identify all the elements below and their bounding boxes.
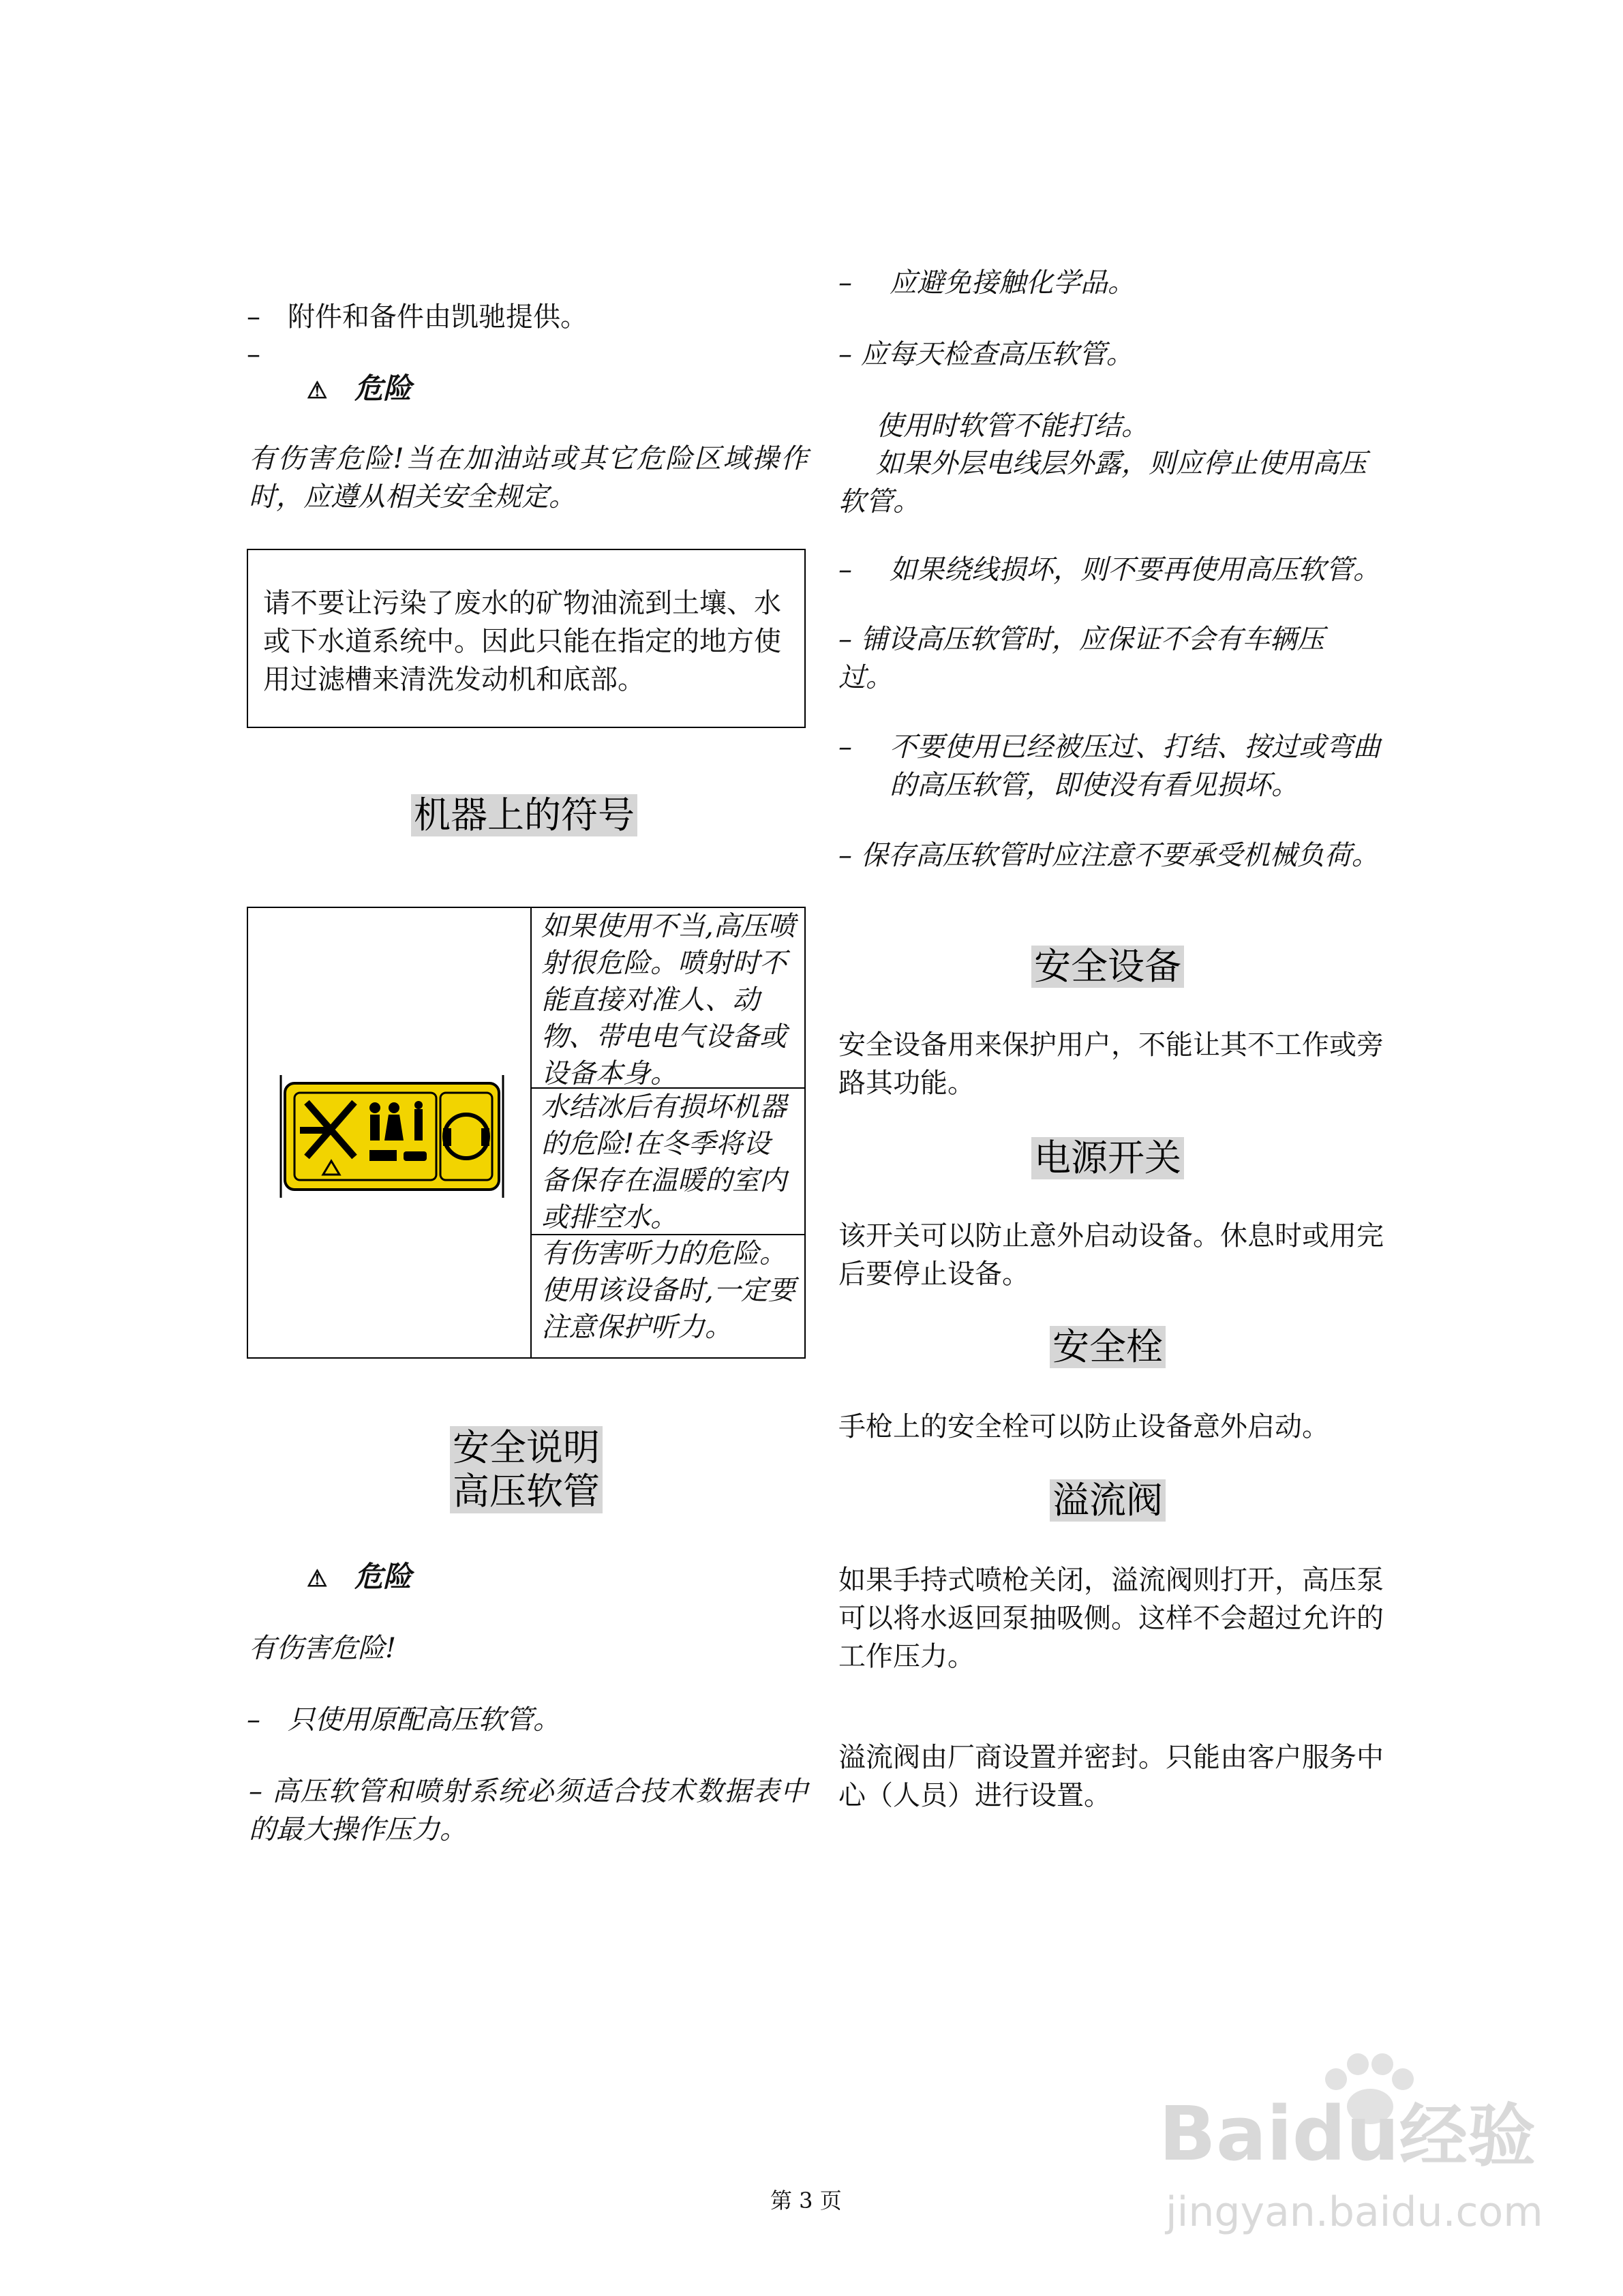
warning-label-icon bbox=[279, 1075, 504, 1198]
baidu-watermark bbox=[1159, 2052, 1541, 2256]
dash: – bbox=[838, 554, 852, 586]
danger-heading-1 bbox=[307, 369, 412, 410]
danger-text-1: 有伤害危险!当在加油站或其它危险区域操作时，应遵从相关安全规定。 bbox=[249, 443, 808, 513]
item-vehicle: – 铺设高压软管时，应保证不会有车辆压过。 bbox=[838, 624, 1324, 693]
symbols-heading: 机器上的符号 bbox=[411, 794, 637, 836]
overflow-text-2: 溢流阀由厂商设置并密封。只能由客户服务中心（人员）进行设置。 bbox=[838, 1742, 1384, 1811]
safety-devices-heading: 安全设备 bbox=[1031, 946, 1184, 988]
item-wire bbox=[838, 551, 1397, 589]
notice-box bbox=[247, 549, 806, 728]
safety-heading bbox=[450, 1426, 603, 1513]
danger-label: 危险 bbox=[354, 372, 412, 405]
watermark-brand bbox=[1159, 2090, 1536, 2177]
overflow-text-1: 如果手持式喷枪关闭，溢流阀则打开，高压泵可以将水返回泵抽吸侧。这样不会超过允许的工作压力。 bbox=[838, 1565, 1384, 1672]
hose-item-1-text: 只使用原配高压软管。 bbox=[288, 1704, 560, 1736]
power-switch-text: 该开关可以防止意外启动设备。休息时或用完后要停止设备。 bbox=[838, 1220, 1384, 1290]
empty-dash: – bbox=[247, 339, 260, 370]
watermark-jingyan: 经验 bbox=[1399, 2096, 1536, 2176]
symbol-desc-freeze: 水结冰后有损坏机器的危险!在冬季将设备保存在温暖的室内或排空水。 bbox=[532, 1089, 806, 1235]
dash: – bbox=[247, 301, 260, 333]
danger-text-2: 有伤害危险! bbox=[249, 1633, 397, 1664]
symbol-image-cell bbox=[248, 908, 532, 1357]
symbol-desc-hearing: 有伤害听力的危险。使用该设备时,一定要注意保护听力。 bbox=[541, 1238, 795, 1343]
item-chem-text: 应避免接触化学品。 bbox=[890, 267, 1135, 299]
safety-heading-line1: 安全说明 bbox=[453, 1426, 600, 1469]
safety-devices-text: 安全设备用来保护用户，不能让其不工作或旁路其功能。 bbox=[838, 1029, 1384, 1099]
safety-heading-line2: 高压软管 bbox=[453, 1470, 600, 1513]
notice-text: 请不要让污染了废水的矿物油流到土壤、水或下水道系统中。因此只能在指定的地方使用过滤槽来清洗发动机和底部。 bbox=[263, 588, 781, 695]
item-store: – 保存高压软管时应注意不要承受机械负荷。 bbox=[838, 840, 1379, 871]
warning-triangle-icon: ⚠ bbox=[307, 1565, 328, 1592]
item-damaged-text: 不要使用已经被压过、打结、按过或弯曲的高压软管，即使没有看见损坏。 bbox=[890, 731, 1380, 801]
item-check: – 应每天检查高压软管。 bbox=[838, 339, 1134, 370]
safety-catch-heading: 安全栓 bbox=[1050, 1326, 1166, 1368]
danger-label: 危险 bbox=[354, 1560, 412, 1593]
hose-item-1 bbox=[247, 1701, 806, 1739]
watermark-url: jingyan.baidu.com bbox=[1166, 2188, 1543, 2236]
accessory-text: 附件和备件由凯驰提供。 bbox=[288, 301, 588, 333]
item-knot: 使用时软管不能打结。 bbox=[876, 410, 1149, 442]
watermark-du: du bbox=[1292, 2090, 1399, 2177]
dash: – bbox=[247, 1704, 260, 1736]
warning-triangle-icon: ⚠ bbox=[307, 377, 328, 404]
symbol-desc-spray: 如果使用不当,高压喷射很危险。喷射时不能直接对准人、动物、带电电气设备或设备本身。 bbox=[532, 908, 806, 1089]
page-number: 第 3 页 bbox=[770, 2188, 842, 2214]
power-switch-heading: 电源开关 bbox=[1031, 1137, 1184, 1179]
overflow-heading: 溢流阀 bbox=[1050, 1479, 1166, 1522]
item-damaged bbox=[838, 728, 1397, 804]
item-wire-text: 如果绕线损坏，则不要再使用高压软管。 bbox=[890, 554, 1380, 586]
safety-catch-text: 手枪上的安全栓可以防止设备意外启动。 bbox=[838, 1411, 1329, 1442]
item-chem bbox=[838, 264, 1397, 302]
hose-item-2: – 高压软管和喷射系统必须适合技术数据表中的最大操作压力。 bbox=[249, 1776, 808, 1845]
symbols-table bbox=[247, 907, 806, 1359]
item-outer: 如果外层电线层外露，则应停止使用高压软管。 bbox=[838, 448, 1367, 517]
accessory-line bbox=[247, 298, 806, 336]
danger-heading-2 bbox=[307, 1558, 412, 1598]
watermark-bai: Bai bbox=[1159, 2090, 1292, 2177]
dash: – bbox=[838, 267, 852, 299]
dash: – bbox=[838, 731, 852, 763]
